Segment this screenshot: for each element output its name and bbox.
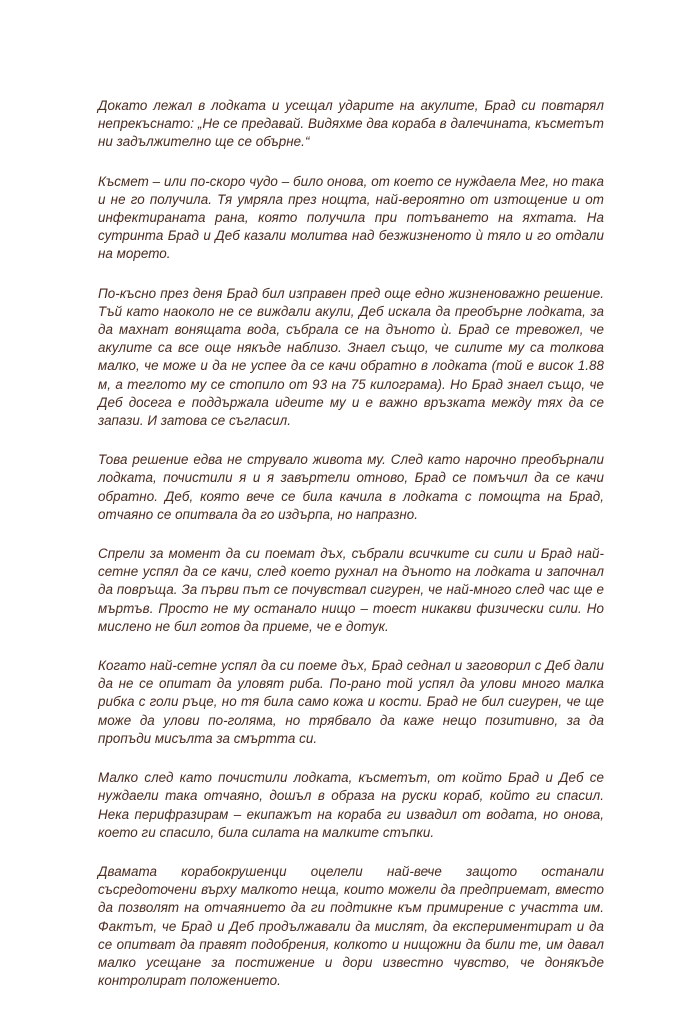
paragraph-3: По-късно през деня Брад бил изправен пред още едно жизненоважно решение. Тъй като наоколо не се виждали акули, Деб искала да преобърне лодката, за да махнат вонящата вода, събрала се на дъното ѝ. Брад се тревожел, че акулите са все още някъде наблизо. Знаел също, че силите му са толкова малко, че може и да не успее да се качи обратно в лодката (той е висок 1.88 м, а теглото му се стопило от 93 на 75 килограма). Но Брад знаел също, че Деб досега е поддържала идеите му и е важно връзката между тях да се запази. И затова се съгласил.	[98, 285, 604, 429]
paragraph-8: Двамата корабокрушенци оцелели най-вече защото останали съсредоточени върху малкото неща, които можели да предприемат, вместо да позволят на отчаянието да ги подтикне към примирение с участта им. Фактът, че Брад и Деб продължавали да мислят, да експериментират и да се опитват да правят подобрения, колкото и нищожни да били те, им давал малко усещане за постижение и дори известно чувство, че донякъде контролират положението.	[98, 863, 604, 989]
document-body	[98, 97, 604, 1011]
paragraph-2: Късмет – или по-скоро чудо – било онова, от което се нуждаела Мег, но така и не го получила. Тя умряла през нощта, най-вероятно от изтощение и от инфектираната рана, която получила при потъването на яхтата. На сутринта Брад и Деб казали молитва над безжизненото ѝ тяло и го отдали на морето.	[98, 173, 604, 262]
paragraph-1: Докато лежал в лодката и усещал ударите на акулите, Брад си повтарял непрекъснато: „Не се предавай. Видяхме два кораба в далечината, късметът ни задължително ще се обърне.“	[98, 98, 604, 150]
paragraph-5: Спрели за момент да си поемат дъх, събрали всичките си сили и Брад най-сетне успял да се качи, след което рухнал на дъното на лодката и започнал да повръща. За първи път се почувствал сигурен, че най-много след час ще е мъртъв. Просто не му останало нищо – тоест никакви физически сили. Но мислено не бил готов да приеме, че е дотук.	[98, 546, 604, 634]
paragraph-7: Малко след като почистили лодката, късметът, от който Брад и Деб се нуждаели така отчаяно, дошъл в образа на руски кораб, който ги спасил. Нека перифразирам – екипажът на кораба ги извадил от водата, но онова, което ги спасило, била силата на малките стъпки.	[98, 770, 604, 840]
paragraph-4: Това решение едва не струвало живота му. След като нарочно преобърнали лодката, почистили я и я завъртели отново, Брад се помъчил да се качи обратно. Деб, която вече се била качила в лодката с помощта на Брад, отчаяно се опитвала да го издърпа, но напразно.	[98, 452, 604, 522]
paragraph-6: Когато най-сетне успял да си поеме дъх, Брад седнал и заговорил с Деб дали да не се опитат да уловят риба. По-рано той успял да улови много малка рибка с голи ръце, но тя била само кожа и кости. Брад не бил сигурен, че ще може да улови по-голяма, но трябвало да каже нещо позитивно, за да пропъди мисълта за смъртта си.	[98, 658, 604, 746]
